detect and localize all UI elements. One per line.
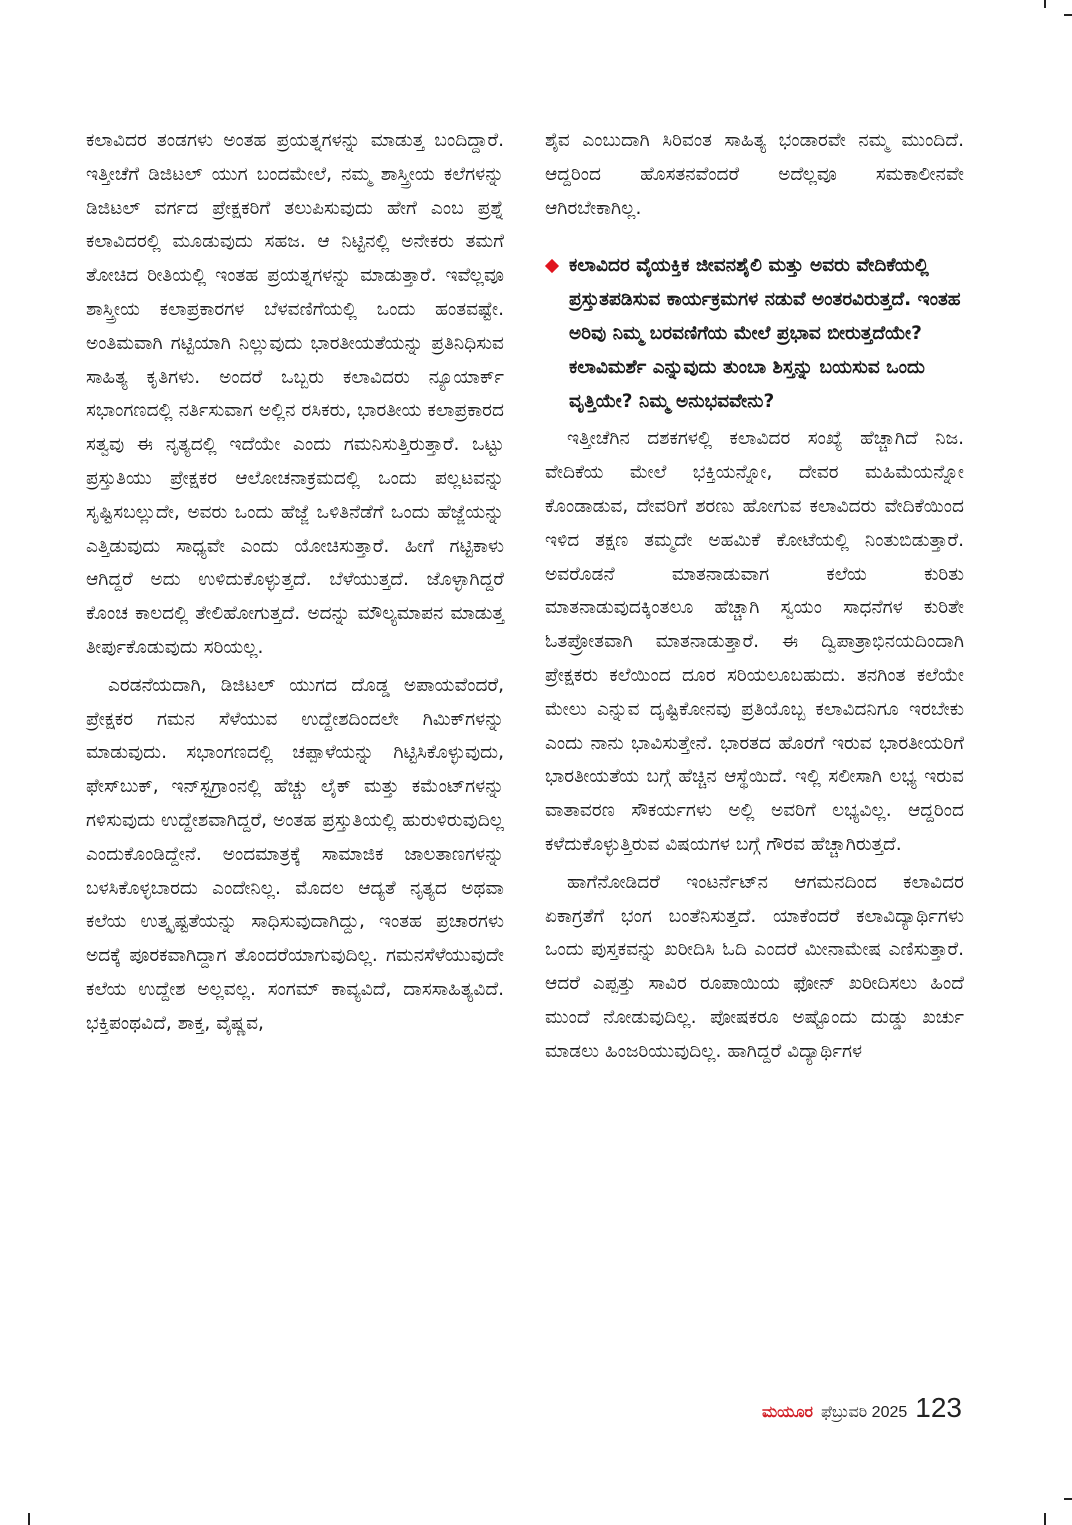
page-number: 123 [915, 1392, 962, 1423]
crop-mark-top-right [1044, 0, 1046, 8]
crop-mark-bottom-left [28, 1513, 30, 1525]
paragraph: ಇತ್ತೀಚೆಗಿನ ದಶಕಗಳಲ್ಲಿ ಕಲಾವಿದರ ಸಂಖ್ಯೆ ಹೆಚ್ಚಾಗಿದೆ ನಿಜ. ವೇದಿಕೆಯ ಮೇಲೆ ಭಕ್ತಿಯನ್ನೋ, ದೇವರ ಮಹಿಮೆಯನ್ನೋ ಕೊಂಡಾಡುವ, ದೇವರಿಗೆ ಶರಣು ಹೋಗುವ ಕಲಾವಿದರು ವೇದಿಕೆಯಿಂದ ಇಳಿದ ತಕ್ಷಣ ತಮ್ಮದೇ ಅಹಮಿಕೆ ಕೋಟೆಯಲ್ಲಿ ನಿಂತುಬಿಡುತ್ತಾರೆ. ಅವರೊಡನೆ ಮಾತನಾಡುವಾಗ ಕಲೆಯ ಕುರಿತು ಮಾತನಾಡುವುದಕ್ಕಿಂತಲೂ ಹೆಚ್ಚಾಗಿ ಸ್ವಯಂ ಸಾಧನೆಗಳ ಕುರಿತೇ ಓತಪ್ರೋತವಾಗಿ ಮಾತನಾಡುತ್ತಾರೆ. ಈ ದ್ವಿಪಾತ್ರಾಭಿನಯದಿಂದಾಗಿ ಪ್ರೇಕ್ಷಕರು ಕಲೆಯಿಂದ ದೂರ ಸರಿಯಲೂಬಹುದು. ತನಗಿಂತ ಕಲೆಯೇ ಮೇಲು ಎನ್ನುವ ದೃಷ್ಟಿಕೋನವು ಪ್ರತಿಯೊಬ್ಬ ಕಲಾವಿದನಿಗೂ ಇರಬೇಕು ಎಂದು ನಾನು ಭಾವಿಸುತ್ತೇನೆ. ಭಾರತದ ಹೊರಗೆ ಇರುವ ಭಾರತೀಯರಿಗೆ ಭಾರತೀಯತೆಯ ಬಗ್ಗೆ ಹೆಚ್ಚಿನ ಆಸ್ಥೆಯಿದೆ. ಇಲ್ಲಿ ಸಲೀಸಾಗಿ ಲಭ್ಯ ಇರುವ ವಾತಾವರಣ ಸೌಕರ್ಯಗಳು ಅಲ್ಲಿ ಅವರಿಗೆ ಲಭ್ಯವಿಲ್ಲ. ಆದ್ದರಿಂದ ಕಳೆದುಕೊಳ್ಳುತ್ತಿರುವ ವಿಷಯಗಳ ಬಗ್ಗೆ ಗೌರವ ಹೆಚ್ಚಾಗಿರುತ್ತದೆ. [545, 428, 964, 855]
page-footer [762, 1392, 962, 1424]
crop-mark-bottom-right-v [1044, 1513, 1046, 1525]
paragraph: ಕಲಾವಿದರ ತಂಡಗಳು ಅಂತಹ ಪ್ರಯತ್ನಗಳನ್ನು ಮಾಡುತ್ತ ಬಂದಿದ್ದಾರೆ. ಇತ್ತೀಚೆಗೆ ಡಿಜಿಟಲ್ ಯುಗ ಬಂದಮೇಲೆ, ನಮ್ಮ ಶಾಸ್ತ್ರೀಯ ಕಲೆಗಳನ್ನು ಡಿಜಿಟಲ್ ವರ್ಗದ ಪ್ರೇಕ್ಷಕರಿಗೆ ತಲುಪಿಸುವುದು ಹೇಗೆ ಎಂಬ ಪ್ರಶ್ನೆ ಕಲಾವಿದರಲ್ಲಿ ಮೂಡುವುದು ಸಹಜ. ಆ ನಿಟ್ಟಿನಲ್ಲಿ ಅನೇಕರು ತಮಗೆ ತೋಚಿದ ರೀತಿಯಲ್ಲಿ ಇಂತಹ ಪ್ರಯತ್ನಗಳನ್ನು ಮಾಡುತ್ತಾರೆ. ಇವೆಲ್ಲವೂ ಶಾಸ್ತ್ರೀಯ ಕಲಾಪ್ರಕಾರಗಳ ಬೆಳವಣಿಗೆಯಲ್ಲಿ ಒಂದು ಹಂತವಷ್ಟೇ. ಅಂತಿಮವಾಗಿ ಗಟ್ಟಿಯಾಗಿ ನಿಲ್ಲುವುದು ಭಾರತೀಯತೆಯನ್ನು ಪ್ರತಿನಿಧಿಸುವ ಸಾಹಿತ್ಯ ಕೃತಿಗಳು. ಅಂದರೆ ಒಬ್ಬರು ಕಲಾವಿದರು ನ್ಯೂಯಾರ್ಕ್ ಸಭಾಂಗಣದಲ್ಲಿ ನರ್ತಿಸುವಾಗ ಅಲ್ಲಿನ ರಸಿಕರು, ಭಾರತೀಯ ಕಲಾಪ್ರಕಾರದ ಸತ್ವವು ಈ ನೃತ್ಯದಲ್ಲಿ ಇದೆಯೇ ಎಂದು ಗಮನಿಸುತ್ತಿರುತ್ತಾರೆ. ಒಟ್ಟು ಪ್ರಸ್ತುತಿಯು ಪ್ರೇಕ್ಷಕರ ಆಲೋಚನಾಕ್ರಮದಲ್ಲಿ ಒಂದು ಪಲ್ಲಟವನ್ನು ಸೃಷ್ಟಿಸಬಲ್ಲುದೇ, ಅವರು ಒಂದು ಹೆಜ್ಜೆ ಒಳಿತಿನೆಡೆಗೆ ಒಂದು ಹೆಜ್ಜೆಯನ್ನು ಎತ್ತಿಡುವುದು ಸಾಧ್ಯವೇ ಎಂದು ಯೋಚಿಸುತ್ತಾರೆ. ಹೀಗೆ ಗಟ್ಟಿಕಾಳು ಆಗಿದ್ದರೆ ಅದು ಉಳಿದುಕೊಳ್ಳುತ್ತದೆ. ಬೆಳೆಯುತ್ತದೆ. ಜೊಳ್ಳಾಗಿದ್ದರೆ ಕೊಂಚ ಕಾಲದಲ್ಲಿ ತೇಲಿಹೋಗುತ್ತದೆ. ಅದನ್ನು ಮೌಲ್ಯಮಾಪನ ಮಾಡುತ್ತ ತೀರ್ಪುಕೊಡುವುದು ಸರಿಯಲ್ಲ. [86, 130, 504, 658]
right-column [545, 124, 964, 1073]
paragraph: ಎರಡನೆಯದಾಗಿ, ಡಿಜಿಟಲ್ ಯುಗದ ದೊಡ್ಡ ಅಪಾಯವೆಂದರೆ, ಪ್ರೇಕ್ಷಕರ ಗಮನ ಸೆಳೆಯುವ ಉದ್ದೇಶದಿಂದಲೇ ಗಿಮಿಕ್‌ಗಳನ್ನು ಮಾಡುವುದು. ಸಭಾಂಗಣದಲ್ಲಿ ಚಪ್ಪಾಳೆಯನ್ನು ಗಿಟ್ಟಿಸಿಕೊಳ್ಳುವುದು, ಫೇಸ್‌ಬುಕ್, ಇನ್‌ಸ್ಟಗ್ರಾಂನಲ್ಲಿ ಹೆಚ್ಚು ಲೈಕ್ ಮತ್ತು ಕಮೆಂಟ್‌ಗಳನ್ನು ಗಳಿಸುವುದು ಉದ್ದೇಶವಾಗಿದ್ದರೆ, ಅಂತಹ ಪ್ರಸ್ತುತಿಯಲ್ಲಿ ಹುರುಳಿರುವುದಿಲ್ಲ ಎಂದುಕೊಂಡಿದ್ದೇನೆ. ಅಂದಮಾತ್ರಕ್ಕೆ ಸಾಮಾಜಿಕ ಜಾಲತಾಣಗಳನ್ನು ಬಳಸಿಕೊಳ್ಳಬಾರದು ಎಂದೇನಿಲ್ಲ. ಮೊದಲ ಆದ್ಯತೆ ನೃತ್ಯದ ಅಥವಾ ಕಲೆಯ ಉತ್ಕೃಷ್ಟತೆಯನ್ನು ಸಾಧಿಸುವುದಾಗಿದ್ದು, ಇಂತಹ ಪ್ರಚಾರಗಳು ಅದಕ್ಕೆ ಪೂರಕವಾಗಿದ್ದಾಗ ತೊಂದರೆಯಾಗುವುದಿಲ್ಲ. ಗಮನಸೆಳೆಯುವುದೇ ಕಲೆಯ ಉದ್ದೇಶ ಅಲ್ಲವಲ್ಲ. ಸಂಗಮ್ ಕಾವ್ಯವಿದೆ, ದಾಸಸಾಹಿತ್ಯವಿದೆ. ಭಕ್ತಿಪಂಥವಿದೆ, ಶಾಕ್ತ, ವೈಷ್ಣವ, [86, 674, 504, 1034]
left-column [86, 124, 504, 1045]
crop-mark-bottom-right [1064, 1498, 1072, 1500]
diamond-bullet-icon [545, 259, 559, 273]
paragraph: ಶೈವ ಎಂಬುದಾಗಿ ಸಿರಿವಂತ ಸಾಹಿತ್ಯ ಭಂಡಾರವೇ ನಮ್ಮ ಮುಂದಿದೆ. ಆದ್ದರಿಂದ ಹೊಸತನವೆಂದರೆ ಅದೆಲ್ಲವೂ ಸಮಕಾಲೀನವೇ ಆಗಿರಬೇಕಾಗಿಲ್ಲ. [545, 130, 964, 219]
interview-question [545, 249, 964, 418]
issue-date: ಫೆಬ್ರುವರಿ 2025 [821, 1404, 908, 1421]
paragraph: ಹಾಗೆನೋಡಿದರೆ ಇಂಟರ್ನೆಟ್‌ನ ಆಗಮನದಿಂದ ಕಲಾವಿದರ ಏಕಾಗ್ರತೆಗೆ ಭಂಗ ಬಂತೆನಿಸುತ್ತದೆ. ಯಾಕೆಂದರೆ ಕಲಾವಿದ್ಯಾರ್ಥಿಗಳು ಒಂದು ಪುಸ್ತಕವನ್ನು ಖರೀದಿಸಿ ಓದಿ ಎಂದರೆ ಮೀನಾಮೇಷ ಎಣಿಸುತ್ತಾರೆ. ಆದರೆ ಎಪ್ಪತ್ತು ಸಾವಿರ ರೂಪಾಯಿಯ ಫೋನ್ ಖರೀದಿಸಲು ಹಿಂದೆ ಮುಂದೆ ನೋಡುವುದಿಲ್ಲ. ಪೋಷಕರೂ ಅಷ್ಟೊಂದು ದುಡ್ಡು ಖರ್ಚು ಮಾಡಲು ಹಿಂಜರಿಯುವುದಿಲ್ಲ. ಹಾಗಿದ್ದರೆ ವಿದ್ಯಾರ್ಥಿಗಳ [545, 871, 964, 1062]
crop-mark-top-right-h [1064, 14, 1072, 16]
magazine-logo: ಮಯೂರ [761, 1404, 813, 1421]
question-text: ಕಲಾವಿದರ ವೈಯಕ್ತಿಕ ಜೀವನಶೈಲಿ ಮತ್ತು ಅವರು ವೇದಿಕೆಯಲ್ಲಿ ಪ್ರಸ್ತುತಪಡಿಸುವ ಕಾರ್ಯಕ್ರಮಗಳ ನಡುವೆ ಅಂತರವಿರುತ್ತದೆ. ಇಂತಹ ಅರಿವು ನಿಮ್ಮ ಬರವಣಿಗೆಯ ಮೇಲೆ ಪ್ರಭಾವ ಬೀರುತ್ತದೆಯೇ? ಕಲಾವಿಮರ್ಶೆ ಎನ್ನುವುದು ತುಂಬಾ ಶಿಸ್ತನ್ನು ಬಯಸುವ ಒಂದು ವೃತ್ತಿಯೇ? ನಿಮ್ಮ ಅನುಭವವೇನು? [569, 255, 961, 412]
